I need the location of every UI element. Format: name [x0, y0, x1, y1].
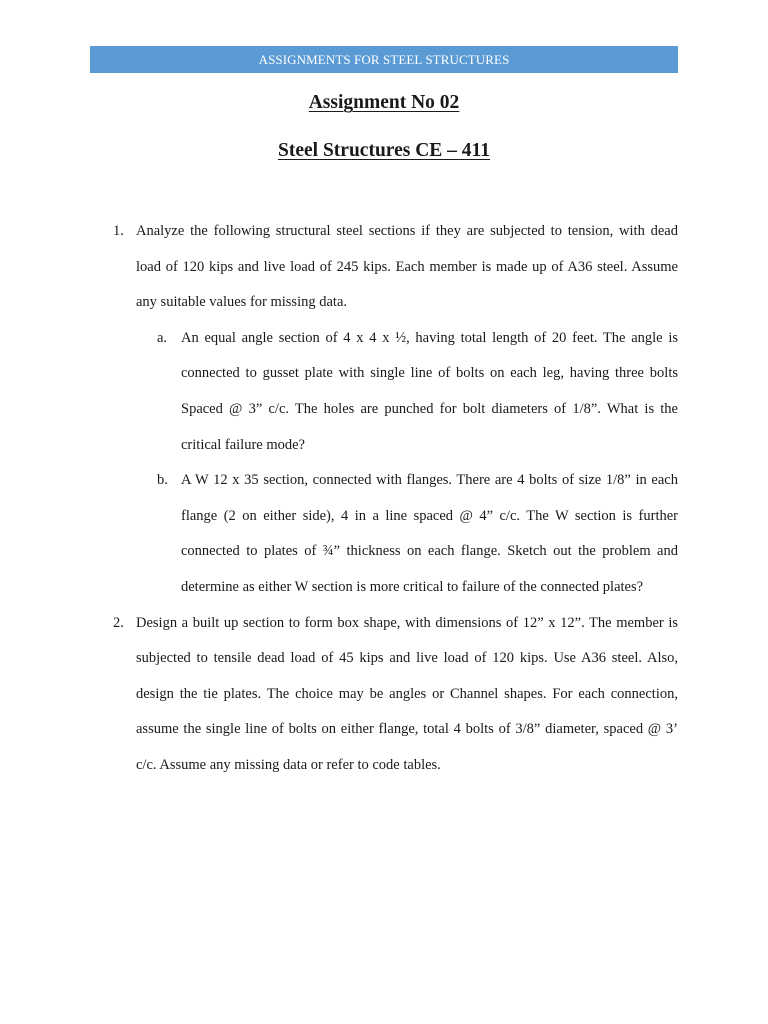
assignment-body: [0, 214, 768, 784]
part-text: A W 12 x 35 section, connected with flanges. There are 4 bolts of size 1/8” in each flange (2 on either side), 4 in a line spaced @ 4” c/c. The W section is further connected to plates of ¾” thickness on each flange. Sketch out the problem and determine as either W section is more critical to failure of the connected plates?: [181, 472, 678, 595]
question-number: 1.: [113, 223, 124, 239]
question-2: [0, 606, 768, 784]
part-letter: a.: [157, 329, 168, 346]
course-title: Steel Structures CE – 411: [278, 140, 490, 161]
part-letter: b.: [157, 472, 168, 489]
question-1-part-b: [0, 463, 768, 605]
question-1-part-a: [0, 321, 768, 463]
assignment-title: Assignment No 02: [308, 92, 460, 113]
document-header-banner: ASSIGNMENTS FOR STEEL STRUCTURES: [90, 46, 678, 73]
question-text: Analyze the following structural steel sections if they are subjected to tension, with dead load of 120 kips and live load of 245 kips. Each member is made up of A36 steel. Assume any suitable values for missing data.: [136, 223, 678, 311]
question-number: 2.: [113, 614, 124, 631]
question-1: [0, 214, 768, 321]
question-text: Design a built up section to form box shape, with dimensions of 12” x 12”. The member is subjected to tensile dead load of 45 kips and live load of 120 kips. Use A36 steel. Also, design the tie plates. The choice may be angles or Channel shapes. For each connection, assume the single line of bolts on either flange, total 4 bolts of 3/8” diameter, spaced @ 3’ c/c. Assume any missing data or refer to code tables.: [136, 614, 678, 773]
part-text: An equal angle section of 4 x 4 x ½, having total length of 20 feet. The angle is connected to gusset plate with single line of bolts on each leg, having three bolts Spaced @ 3” c/c. The holes are punched for bolt diameters of 1/8”. What is the critical failure mode?: [181, 329, 678, 453]
